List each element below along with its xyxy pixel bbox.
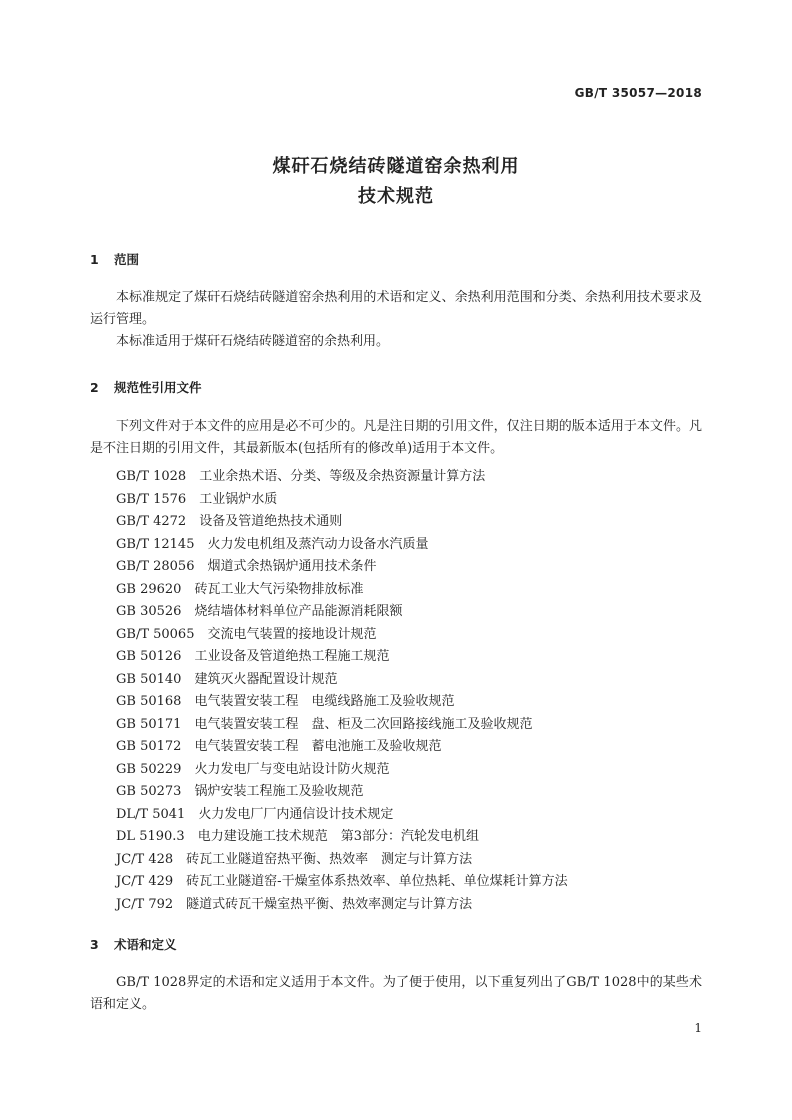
reference-item: [116, 870, 568, 889]
section-title: 范围: [114, 252, 140, 267]
reference-code: GB 50229: [116, 761, 182, 777]
reference-title: 电气装置安装工程 电缆线路施工及验收规范: [194, 694, 455, 709]
reference-code: GB/T 12145: [116, 536, 195, 552]
reference-title: 砖瓦工业隧道窑-干燥室体系热效率、单位热耗、单位煤耗计算方法: [186, 874, 568, 889]
reference-title: 工业余热术语、分类、等级及余热资源量计算方法: [199, 469, 486, 484]
section-2-intro: 下列文件对于本文件的应用是必不可少的。凡是注日期的引用文件，仅注日期的版本适用于本文件。凡是不注日期的引用文件，其最新版本(包括所有的修改单)适用于本文件。: [90, 419, 702, 456]
reference-title: 火力发电厂与变电站设计防火规范: [194, 761, 390, 777]
reference-item: [116, 780, 363, 799]
reference-title: 锅炉安装工程施工及验收规范: [194, 784, 364, 799]
reference-code: JC/T 428: [116, 851, 174, 867]
reference-title: 电力建设施工技术规范 第3部分：汽轮发电机组: [197, 829, 479, 844]
reference-title: 电气装置安装工程 蓄电池施工及验收规范: [194, 739, 442, 754]
reference-item: [116, 488, 277, 507]
section-number: 3: [90, 937, 99, 952]
reference-code: GB/T 28056: [116, 559, 195, 574]
reference-item: [116, 465, 485, 484]
reference-item: [116, 510, 342, 529]
reference-code: DL/T 5041: [116, 806, 186, 822]
reference-code: GB 50126: [116, 649, 182, 664]
reference-code: DL 5190.3: [116, 829, 185, 844]
reference-title: 砖瓦工业隧道窑热平衡、热效率 测定与计算方法: [186, 851, 473, 867]
reference-item: [116, 713, 532, 732]
reference-title: 烧结墙体材料单位产品能源消耗限额: [194, 604, 403, 619]
section-2-heading: [90, 378, 202, 396]
reference-item: [116, 533, 429, 552]
reference-title: 设备及管道绝热技术通则: [199, 514, 343, 529]
section-number: 1: [90, 252, 99, 267]
reference-code: GB 30526: [116, 604, 182, 619]
reference-title: 火力发电厂厂内通信设计技术规定: [198, 806, 394, 822]
reference-code: GB 50171: [116, 716, 182, 732]
section-number: 2: [90, 380, 99, 395]
reference-item: [116, 848, 472, 867]
reference-title: 隧道式砖瓦干燥室热平衡、热效率测定与计算方法: [186, 896, 473, 912]
reference-code: JC/T 792: [116, 896, 174, 912]
reference-code: GB/T 50065: [116, 626, 195, 642]
reference-code: GB/T 1028: [116, 469, 187, 484]
section-3-intro: GB/T 1028界定的术语和定义适用于本文件。为了便于使用，以下重复列出了GB/T 1028中的某些术语和定义。: [90, 975, 702, 1012]
reference-title: 砖瓦工业大气污染物排放标准: [194, 581, 364, 597]
page-number: 1: [694, 1021, 702, 1035]
reference-code: GB 50273: [116, 784, 182, 799]
reference-code: GB 50168: [116, 694, 182, 709]
reference-item: [116, 645, 389, 664]
reference-title: 电气装置安装工程 盘、柜及二次回路接线施工及验收规范: [194, 716, 533, 732]
reference-item: [116, 555, 377, 574]
reference-title: 工业锅炉水质: [199, 491, 278, 507]
section-3-heading: [90, 935, 177, 953]
reference-title: 烟道式余热锅炉通用技术条件: [207, 559, 377, 574]
reference-code: GB/T 1576: [116, 491, 187, 507]
reference-title: 建筑灭火器配置设计规范: [194, 671, 338, 687]
section-1-heading: [90, 250, 139, 268]
reference-item: [116, 825, 479, 844]
reference-code: GB/T 4272: [116, 514, 187, 529]
reference-item: [116, 623, 377, 642]
reference-item: [116, 735, 441, 754]
reference-item: [116, 600, 402, 619]
reference-item: [116, 690, 454, 709]
reference-item: [116, 893, 472, 912]
reference-code: JC/T 429: [116, 874, 174, 889]
section-title: 术语和定义: [114, 937, 177, 952]
section-1-paragraph-2: 本标准适用于煤矸石烧结砖隧道窑的余热利用。: [116, 334, 390, 349]
reference-code: GB 50172: [116, 739, 182, 754]
reference-item: [116, 668, 337, 687]
document-title-line2: 技术规范: [358, 186, 434, 207]
reference-title: 交流电气装置的接地设计规范: [207, 626, 377, 642]
standard-number: GB/T 35057—2018: [574, 86, 702, 100]
reference-item: [116, 758, 389, 777]
reference-code: GB 29620: [116, 581, 182, 597]
reference-item: [116, 578, 363, 597]
section-1-paragraph-1: 本标准规定了煤矸石烧结砖隧道窑余热利用的术语和定义、余热利用范围和分类、余热利用技术要求及运行管理。: [90, 290, 702, 327]
reference-title: 火力发电机组及蒸汽动力设备水汽质量: [207, 536, 429, 552]
reference-title: 工业设备及管道绝热工程施工规范: [194, 649, 390, 664]
reference-code: GB 50140: [116, 671, 182, 687]
document-title-line1: 煤矸石烧结砖隧道窑余热利用: [272, 156, 520, 177]
section-title: 规范性引用文件: [114, 380, 202, 395]
reference-item: [116, 803, 393, 822]
